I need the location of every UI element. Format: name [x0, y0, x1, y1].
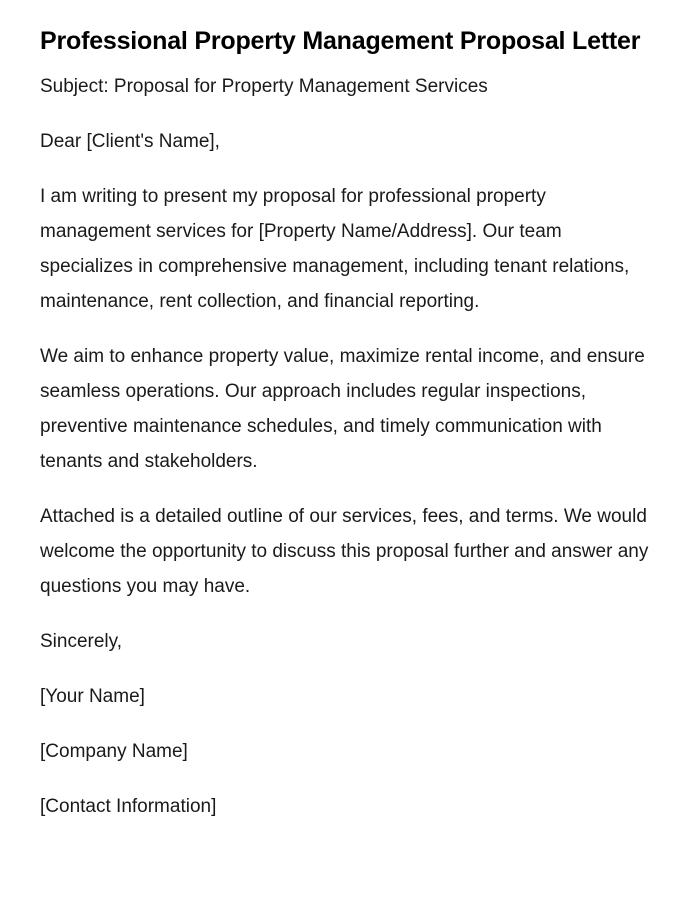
document-title: Professional Property Management Proposal Letter: [40, 27, 641, 55]
body-paragraph-approach: We aim to enhance property value, maximize rental income, and ensure seamless operations. Our approach includes regular inspections, preventive maintenance schedules, and timely communication with tenants and stakeholders.: [40, 346, 645, 472]
signature-company: [Company Name]: [40, 741, 188, 762]
letter-document: [40, 20, 650, 844]
body-paragraph-attachment: Attached is a detailed outline of our services, fees, and terms. We would welcome the opportunity to discuss this proposal further and answer any questions you may have.: [40, 506, 649, 597]
subject-line: Subject: Proposal for Property Management Services: [40, 76, 488, 97]
signature-contact: [Contact Information]: [40, 796, 217, 817]
signature-name: [Your Name]: [40, 686, 145, 707]
closing: Sincerely,: [40, 631, 123, 652]
body-paragraph-intro: I am writing to present my proposal for professional property management services for [Property Name/Address]. Our team specializes in comprehensive management, including tenant relations, maintenance, rent collection, and financial reporting.: [40, 186, 630, 312]
salutation: Dear [Client's Name],: [40, 131, 220, 152]
